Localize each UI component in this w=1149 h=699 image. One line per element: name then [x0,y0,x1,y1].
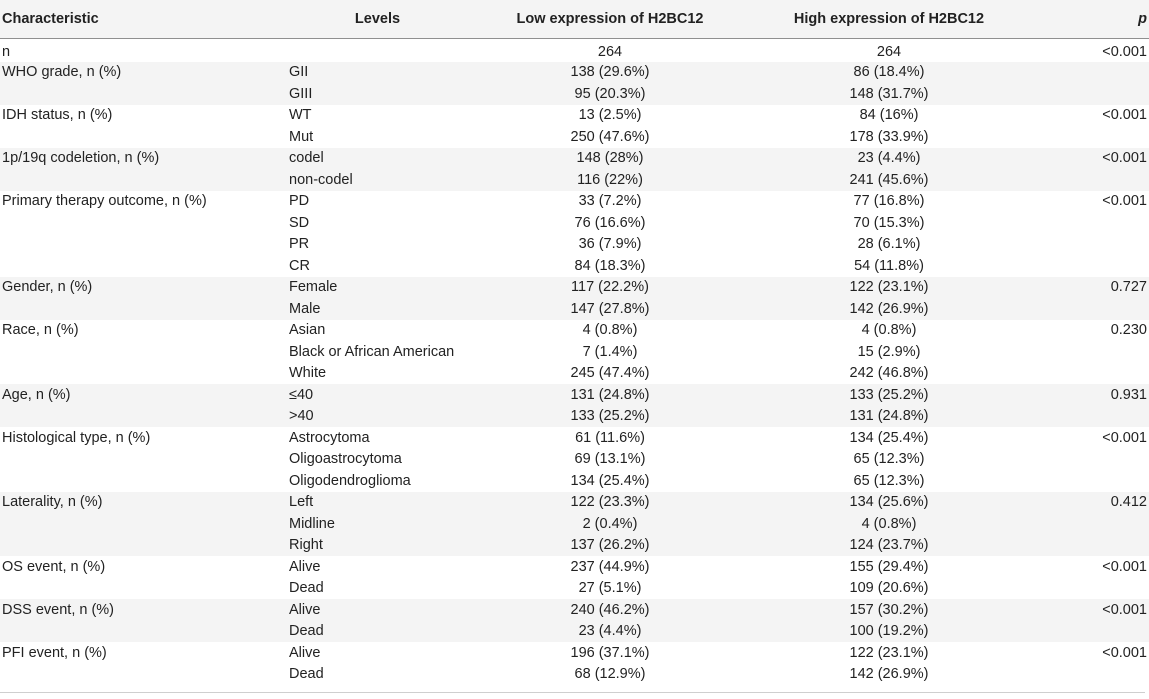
low-expression-cell: 250 (47.6%) [570,128,650,145]
level-label: Alive [289,644,321,661]
low-expression-cell: 131 (24.8%) [570,386,650,403]
table-row [0,621,1149,643]
level-cell [278,298,477,320]
p-value-cell [1035,363,1149,385]
p-value-cell: <0.001 [1102,107,1147,124]
level-label: >40 [289,408,314,425]
p-value-cell [1035,255,1149,277]
header-characteristic: Characteristic [0,0,278,38]
table-row [0,642,1149,664]
table-header-row [0,0,1149,38]
level-label: Left [289,494,314,511]
low-expression-cell: 133 (25.2%) [570,408,650,425]
level-cell [278,320,477,342]
high-expression-cell: 54 (11.8%) [854,257,924,274]
high-expression-cell: 65 (12.3%) [853,451,925,468]
high-expression-cell: 134 (25.4%) [849,429,929,446]
characteristic-cell: Histological type, n (%) [2,429,151,446]
high-expression-cell: 84 (16%) [859,107,919,124]
characteristic-cell [0,406,278,428]
characteristic-cell [0,513,278,535]
p-value-cell: <0.001 [1102,644,1147,661]
table-row [0,406,1149,428]
characteristic-cell [0,621,278,643]
level-cell [278,621,477,643]
level-label: WT [289,107,312,124]
level-label: PD [289,193,310,210]
low-expression-cell: 27 (5.1%) [578,580,642,597]
table-row [0,363,1149,385]
level-label: Right [289,537,323,554]
high-expression-cell: 86 (18.4%) [853,64,925,81]
table-row [0,470,1149,492]
level-label: ≤40 [289,386,314,403]
high-expression-cell: 122 (23.1%) [849,279,929,296]
low-expression-cell: 137 (26.2%) [570,537,650,554]
level-label: Female [289,279,338,296]
low-expression-cell: 68 (12.9%) [574,666,646,683]
p-value-cell: <0.001 [1102,150,1147,167]
p-value-cell [1035,535,1149,557]
p-value-cell: 0.931 [1110,386,1147,403]
level-label: Black or African American [289,343,455,360]
level-cell [278,83,477,105]
high-expression-cell: 178 (33.9%) [849,128,929,145]
high-expression-cell: 109 (20.6%) [849,580,929,597]
high-expression-cell: 155 (29.4%) [849,558,929,575]
level-label: Alive [289,601,321,618]
table-row [0,599,1149,621]
characteristic-cell: Race, n (%) [2,322,79,339]
table-row [0,320,1149,342]
high-expression-cell: 142 (26.9%) [849,666,929,683]
level-cell [278,341,477,363]
low-expression-cell: 237 (44.9%) [570,558,650,575]
characteristic-cell: Gender, n (%) [2,279,93,296]
level-cell [278,535,477,557]
level-cell [278,255,477,277]
high-expression-cell: 100 (19.2%) [849,623,929,640]
low-expression-cell: 122 (23.3%) [570,494,650,511]
high-expression-cell: 4 (0.8%) [861,322,917,339]
level-label: non-codel [289,171,353,188]
level-label: Oligodendroglioma [289,472,411,489]
p-value-cell [1035,62,1149,84]
low-expression-cell: 196 (37.1%) [570,644,650,661]
characteristic-cell [0,83,278,105]
low-expression-cell: 61 (11.6%) [575,429,645,446]
p-value-cell: 0.412 [1110,494,1147,511]
characteristic-cell [0,578,278,600]
table-row [0,191,1149,213]
table-row [0,62,1149,84]
high-expression-cell: 28 (6.1%) [857,236,921,253]
level-cell [278,470,477,492]
level-cell [278,578,477,600]
level-label: Male [289,300,321,317]
level-cell [278,664,477,686]
characteristic-cell: Laterality, n (%) [2,494,103,511]
table-row [0,212,1149,234]
p-value-cell [1035,513,1149,535]
low-expression-cell: 116 (22%) [577,171,643,188]
characteristic-cell: 1p/19q codeletion, n (%) [2,150,160,167]
level-label: Alive [289,558,321,575]
p-value-cell [1035,449,1149,471]
low-expression-cell: 240 (46.2%) [570,601,650,618]
table-row [0,277,1149,299]
p-value-cell: <0.001 [1102,43,1147,60]
characteristic-cell [0,449,278,471]
table-body [0,38,1149,685]
level-label: Astrocytoma [289,429,370,446]
table-row [0,427,1149,449]
p-value-cell: <0.001 [1102,193,1147,210]
table-row [0,298,1149,320]
low-expression-cell: 264 [597,43,623,60]
high-expression-cell: 4 (0.8%) [861,515,917,532]
high-expression-cell: 142 (26.9%) [849,300,929,317]
p-value-cell: 0.727 [1110,279,1147,296]
level-cell [278,384,477,406]
low-expression-cell: 23 (4.4%) [578,623,642,640]
table-bottom-rule [0,692,1145,693]
low-expression-cell: 4 (0.8%) [582,322,638,339]
level-label: PR [289,236,310,253]
high-expression-cell: 242 (46.8%) [849,365,929,382]
p-value-cell [1035,341,1149,363]
table-row [0,578,1149,600]
p-value-cell [1035,578,1149,600]
p-value-cell [1035,212,1149,234]
high-expression-cell: 264 [876,43,902,60]
characteristic-cell: WHO grade, n (%) [2,64,122,81]
low-expression-cell: 134 (25.4%) [570,472,650,489]
level-cell [278,449,477,471]
level-label: codel [289,150,324,167]
p-value-cell [1035,664,1149,686]
level-cell [278,38,477,62]
level-label: Dead [289,580,324,597]
high-expression-cell: 15 (2.9%) [857,343,921,360]
header-levels: Levels [278,0,477,38]
p-value-cell [1035,126,1149,148]
low-expression-cell: 84 (18.3%) [574,257,646,274]
high-expression-cell: 148 (31.7%) [849,85,929,102]
level-cell [278,363,477,385]
level-cell [278,427,477,449]
p-value-cell: 0.230 [1110,322,1147,339]
high-expression-cell: 122 (23.1%) [849,644,929,661]
level-cell [278,406,477,428]
p-value-cell [1035,621,1149,643]
high-expression-cell: 241 (45.6%) [849,171,929,188]
characteristic-cell: Age, n (%) [2,386,71,403]
characteristic-cell [0,363,278,385]
p-value-cell [1035,234,1149,256]
low-expression-cell: 117 (22.2%) [571,279,649,296]
low-expression-cell: 36 (7.9%) [578,236,642,253]
p-value-cell: <0.001 [1102,558,1147,575]
level-label: Mut [289,128,314,145]
characteristic-cell [0,535,278,557]
level-label: GIII [289,85,313,102]
characteristic-cell [0,298,278,320]
level-label: Oligoastrocytoma [289,451,402,468]
high-expression-cell: 134 (25.6%) [849,494,929,511]
characteristic-cell [0,234,278,256]
table-row [0,664,1149,686]
p-value-cell [1035,169,1149,191]
characteristic-cell [0,126,278,148]
high-expression-cell: 157 (30.2%) [849,601,929,618]
characteristic-cell: IDH status, n (%) [2,107,113,124]
high-expression-cell: 23 (4.4%) [857,150,921,167]
high-expression-cell: 133 (25.2%) [849,386,929,403]
characteristic-cell: DSS event, n (%) [2,601,115,618]
level-cell [278,642,477,664]
table-row [0,234,1149,256]
high-expression-cell: 77 (16.8%) [853,193,925,210]
level-label: Midline [289,515,335,532]
low-expression-cell: 13 (2.5%) [578,107,642,124]
level-cell [278,62,477,84]
level-cell [278,212,477,234]
low-expression-cell: 7 (1.4%) [582,343,638,360]
level-label: White [289,365,327,382]
table-row [0,126,1149,148]
level-cell [278,277,477,299]
low-expression-cell: 148 (28%) [576,150,644,167]
characteristic-cell: OS event, n (%) [2,558,106,575]
header-low-expression: Low expression of H2BC12 [477,0,743,38]
level-label: CR [289,257,310,274]
level-label [278,44,289,60]
low-expression-cell: 33 (7.2%) [578,193,642,210]
level-label: Asian [289,322,326,339]
high-expression-cell: 131 (24.8%) [849,408,929,425]
level-cell [278,599,477,621]
level-label: Dead [289,623,324,640]
p-value-cell: <0.001 [1102,429,1147,446]
characteristic-cell: PFI event, n (%) [2,644,107,661]
header-high-expression: High expression of H2BC12 [743,0,1035,38]
characteristic-cell: n [2,43,11,60]
low-expression-cell: 138 (29.6%) [570,64,650,81]
level-cell [278,148,477,170]
table-row [0,83,1149,105]
table-row [0,492,1149,514]
table-row [0,556,1149,578]
characteristic-cell [0,470,278,492]
p-value-cell [1035,83,1149,105]
characteristic-cell [0,255,278,277]
low-expression-cell: 76 (16.6%) [574,214,646,231]
level-cell [278,126,477,148]
table-row [0,384,1149,406]
header-p-value: p [1035,0,1149,38]
level-cell [278,556,477,578]
level-cell [278,234,477,256]
characteristic-cell [0,664,278,686]
table-row [0,513,1149,535]
level-label: Dead [289,666,324,683]
table-row [0,449,1149,471]
high-expression-cell: 65 (12.3%) [853,472,925,489]
level-cell [278,513,477,535]
level-cell [278,105,477,127]
p-value-cell [1035,298,1149,320]
level-cell [278,191,477,213]
table-row [0,169,1149,191]
characteristic-cell [0,341,278,363]
table-row [0,341,1149,363]
table-row [0,38,1149,62]
table-row [0,535,1149,557]
low-expression-cell: 147 (27.8%) [570,300,650,317]
table-row [0,105,1149,127]
characteristic-cell [0,169,278,191]
low-expression-cell: 2 (0.4%) [582,515,638,532]
p-value-cell [1035,406,1149,428]
low-expression-cell: 69 (13.1%) [574,451,646,468]
level-cell [278,169,477,191]
p-value-cell: <0.001 [1102,601,1147,618]
level-label: SD [289,214,310,231]
level-cell [278,492,477,514]
table-row [0,148,1149,170]
characteristic-cell: Primary therapy outcome, n (%) [2,193,207,210]
table-row [0,255,1149,277]
low-expression-cell: 95 (20.3%) [574,85,646,102]
characteristic-cell [0,212,278,234]
high-expression-cell: 124 (23.7%) [849,537,929,554]
level-label: GII [289,64,309,81]
high-expression-cell: 70 (15.3%) [853,214,925,231]
p-value-cell [1035,470,1149,492]
low-expression-cell: 245 (47.4%) [570,365,650,382]
